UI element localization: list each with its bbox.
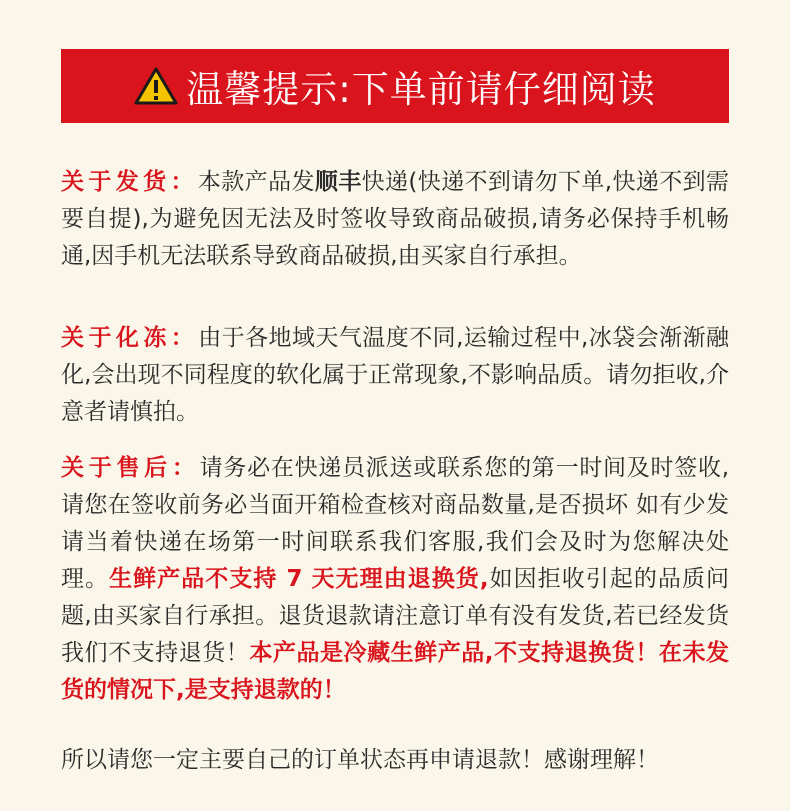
shipping-section [61,164,729,275]
aftersale-warning-1: 生鲜产品不支持 7 天无理由退换货, [109,566,489,592]
thaw-label: 关于化冻： [61,325,199,351]
thaw-text: 由于各地域天气温度不同,运输过程中,冰袋会渐渐融化,会出现不同程度的软化属于正常现象,不影响品质。请勿拒收,介意者请慎拍。 [61,325,730,425]
warning-banner [61,49,729,123]
warning-icon [134,66,178,106]
aftersale-label: 关于售后： [61,455,200,481]
shipping-label: 关于发货： [61,169,198,195]
footer-note [61,742,729,779]
shipping-text-2: 快递(快递不到请勿下单,快递不到需要自提),为避免因无法及时签收导致商品破损,请务必保持手机畅通,因手机无法联系导致商品破损,由买家自行承担。 [61,169,730,269]
aftersale-text-2: 如因拒收引起的品质问题,由买家自行承担。退货退款请注意订单有没有发货,若已经发货我们不支持退货！ [61,566,730,666]
aftersale-section [61,450,729,709]
banner-title: 温馨提示:下单前请仔细阅读 [186,68,656,111]
aftersale-warning-2: 本产品是冷藏生鲜产品,不支持退换货！在未发货的情况下,是支持退款的！ [61,640,729,703]
shipping-carrier: 顺丰 [314,169,362,195]
footer-text: 所以请您一定主要自己的订单状态再申请退款！感谢理解！ [61,747,659,773]
shipping-text-1: 本款产品发 [197,169,315,195]
aftersale-text-1: 请务必在快递员派送或联系您的第一时间及时签收,请您在签收前务必当面开箱检查核对商品数量,是否损坏 如有少发请当着快递在场第一时间联系我们客服,我们会及时为您解决处理。 [61,455,730,592]
thaw-section [61,320,729,431]
